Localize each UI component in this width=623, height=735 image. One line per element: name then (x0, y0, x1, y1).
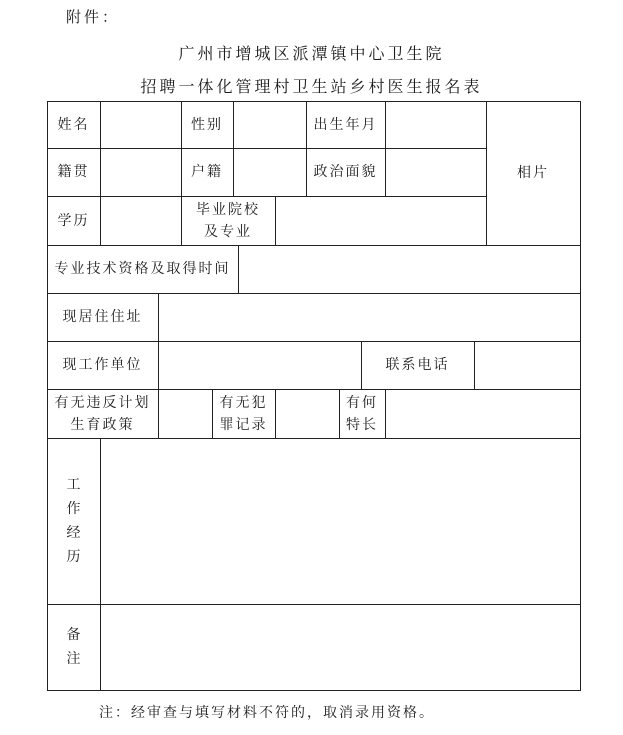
label-current-address: 现居住住址 (62, 309, 143, 325)
label-qualification: 专业技术资格及取得时间 (54, 261, 231, 277)
row-line-1 (47, 148, 487, 149)
attachment-label: 附件： (66, 8, 121, 26)
col-line-r12-a (100, 101, 101, 196)
label-work-history: 工 作 经 历 (66, 477, 81, 565)
col-line-r12-e (385, 101, 386, 196)
label-current-employer: 现工作单位 (62, 357, 143, 373)
label-school-major: 毕业院校 及专业 (196, 201, 260, 240)
row-line-8 (47, 604, 581, 605)
col-line-r3-a (100, 196, 101, 245)
label-education: 学历 (57, 212, 90, 229)
col-line-r7-c (275, 389, 276, 438)
label-birth: 出生年月 (313, 116, 378, 133)
label-household: 户籍 (191, 164, 223, 180)
label-gender: 性别 (191, 116, 223, 133)
table-border-bottom (47, 690, 581, 691)
label-specialty: 有何 特长 (346, 394, 378, 433)
row-line-7 (47, 438, 581, 439)
label-phone: 联系电话 (385, 357, 450, 373)
col-line-r7-a (158, 389, 159, 438)
col-line-r6-c (474, 341, 475, 389)
col-line-r6-a (158, 341, 159, 389)
label-remarks: 备 注 (66, 627, 81, 667)
col-line-r3-c (275, 196, 276, 245)
label-name: 姓名 (57, 116, 90, 133)
label-native-place: 籍贯 (57, 164, 90, 180)
form-title-line2: 招聘一体化管理村卫生站乡村医生报名表 (140, 77, 483, 96)
table-border-right (580, 101, 581, 691)
label-criminal-record: 有无犯 罪记录 (219, 394, 268, 433)
label-family-planning: 有无违反计划 生育政策 (54, 394, 151, 433)
form-title-line1: 广州市增城区派潭镇中心卫生院 (178, 44, 445, 63)
footnote: 注：经审查与填写材料不符的，取消录用资格。 (99, 705, 435, 721)
label-political-status: 政治面貌 (313, 164, 378, 180)
col-line-r7-e (385, 389, 386, 438)
col-line-r5 (158, 293, 159, 341)
label-photo: 相片 (517, 165, 549, 181)
col-line-r12-c (233, 101, 234, 196)
col-line-r4 (238, 245, 239, 293)
col-line-r89 (100, 438, 101, 690)
